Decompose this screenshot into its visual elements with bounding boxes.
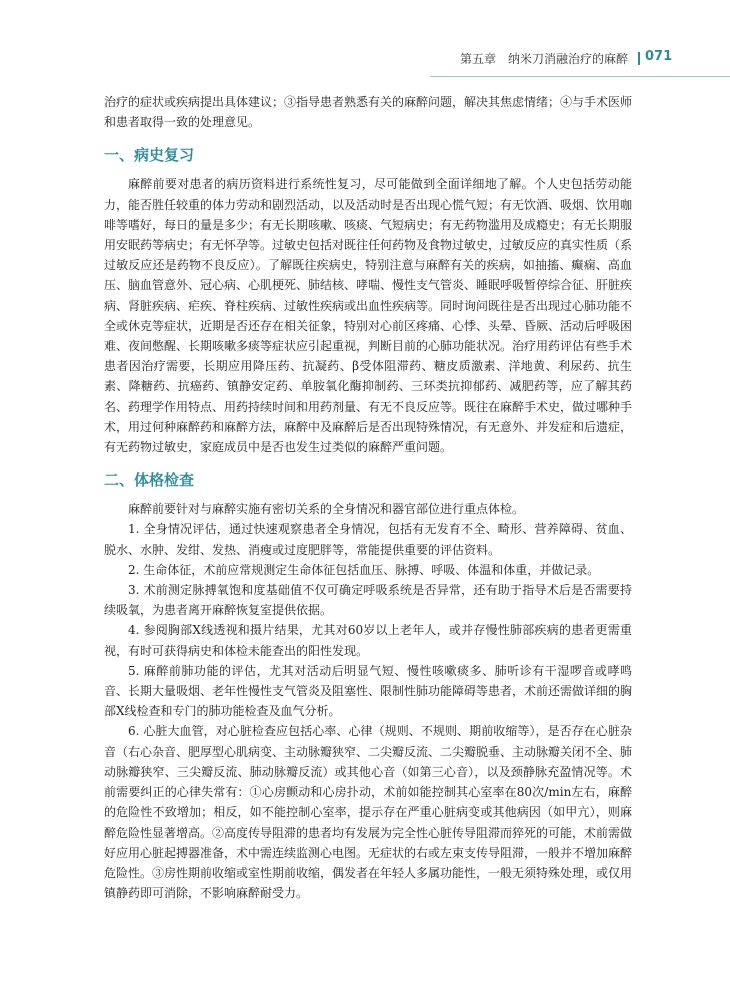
exam-intro-paragraph: 麻醉前要针对与麻醉实施有密切关系的全身情况和器官部位进行重点体检。 bbox=[128, 502, 525, 517]
section-heading-history: 一、病史复习 bbox=[104, 146, 195, 165]
running-head bbox=[0, 0, 730, 80]
exam-item-5: 5. 麻醉前肺功能的评估，尤其对活动后明显气短、慢性咳嗽痰多、肺听诊有干湿啰音或哮鸣音、长期大量吸烟、老年性慢性支气管炎及阻塞性、限制性肺功能障碍等患者，术前还需做详细的胸部X线检查和专门的肺功能检查及血气分析。 bbox=[104, 663, 633, 719]
exam-item-4: 4. 参阅胸部X线透视和摄片结果，尤其对60岁以上老年人，或并存慢性肺部疾病的患者更需重视，有时可获得病史和体检未能查出的阳性发现。 bbox=[104, 623, 632, 658]
exam-item-2: 2. 生命体征，术前应常规测定生命体征包括血压、脉搏、呼吸、体温和体重，并做记录。 bbox=[128, 562, 600, 577]
intro-paragraph: 治疗的症状或疾病提出具体建议；③指导患者熟悉有关的麻醉问题，解决其焦虑情绪；④与手术医师和患者取得一致的处理意见。 bbox=[104, 95, 633, 130]
page-number: 071 bbox=[645, 49, 673, 64]
page-body bbox=[104, 92, 632, 903]
exam-item-3: 3. 术前测定脉搏氧饱和度基础值不仅可确定呼吸系统是否异常，还有助于指导术后是否需要持续吸氧，为患者离开麻醉恢复室提供依据。 bbox=[104, 583, 632, 618]
header-rule bbox=[430, 76, 730, 77]
chapter-title: 第五章 纳米刀消融治疗的麻醉 bbox=[459, 52, 628, 66]
section-heading-physical-exam: 二、体格检查 bbox=[104, 471, 195, 490]
header-separator bbox=[638, 52, 640, 65]
history-paragraph: 麻醉前要对患者的病历资料进行系统性复习，尽可能做到全面详细地了解。个人史包括劳动能力，能否胜任较重的体力劳动和剧烈活动，以及活动时是否出现心慌气短；有无饮酒、吸烟、饮用咖啡等嗜好，每日的量是多少；有无长期咳嗽、咳痰、气短病史；有无药物滥用及成瘾史；有无长期服用安眠药等病史；有无怀孕等。过敏史包括对既往任何药物及食物过敏史，过敏反应的真实性质（系过敏反应还是药物不良反应）。了解既往疾病史，特别注意与麻醉有关的疾病，如抽搐、癫痫、高血压、脑血管意外、冠心病、心肌梗死、肺结核、哮喘、慢性支气管炎、睡眠呼吸暂停综合征、肝脏疾病、肾脏疾病、疟疾、脊柱疾病、过敏性疾病或出血性疾病等。同时询问既往是否出现过心肺功能不全或休克等症状，近期是否还存在相关征象，特别对心前区疼痛、心悸、头晕、昏厥、活动后呼吸困难、夜间憋醒、长期咳嗽多痰等症状应引起重视，判断目前的心肺功能状况。治疗用药评估有些手术患者因治疗需要，长期应用降压药、抗凝药、β受体阻滞药、糖皮质激素、洋地黄、利尿药、抗生素、降糖药、抗癌药、镇静安定药、单胺氧化酶抑制药、三环类抗抑郁药、减肥药等，应了解其药名、药理学作用特点、用药持续时间和用药剂量、有无不良反应等。既往在麻醉手术史，做过哪种手术，用过何种麻醉药和麻醉方法，麻醉中及麻醉后是否出现特殊情况，有无意外、并发症和后遗症，有无药物过敏史，家庭成员中是否也发生过类似的麻醉严重问题。 bbox=[104, 177, 633, 455]
exam-item-1: 1. 全身情况评估，通过快速观察患者全身情况，包括有无发育不全、畸形、营养障碍、贫血、脱水、水肿、发绀、发热、消瘦或过度肥胖等，常能提供重要的评估资料。 bbox=[104, 522, 632, 557]
exam-item-6: 6. 心脏大血管，对心脏检查应包括心率、心律（规则、不规则、期前收缩等），是否存在心脏杂音（右心杂音、肥厚型心肌病变、主动脉瓣狭窄、二尖瓣反流、二尖瓣脱垂、主动脉瓣关闭不全、肺动脉瓣狭窄、三尖瓣反流、肺动脉瓣反流）或其他心音（如第三心音），以及颈静脉充盈情况等。术前需要纠正的心律失常有：①心房颤动和心房扑动，术前如能控制其心室率在80次/min左右，麻醉的危险性不致增加；相反，如不能控制心室率，提示存在严重心脏病变或其他病因（如甲亢），则麻醉危险性显著增高。②高度传导阻滞的患者均有发展为完全性心脏传导阻滞而猝死的可能，术前需做好应用心脏起搏器准备，术中需连续监测心电图。无症状的右或左束支传导阻滞，一般并不增加麻醉危险性。③房性期前收缩或室性期前收缩，偶发者在年轻人多属功能性，一般无须特殊处理，或仅用镇静药即可消除，不影响麻醉耐受力。 bbox=[104, 724, 633, 901]
